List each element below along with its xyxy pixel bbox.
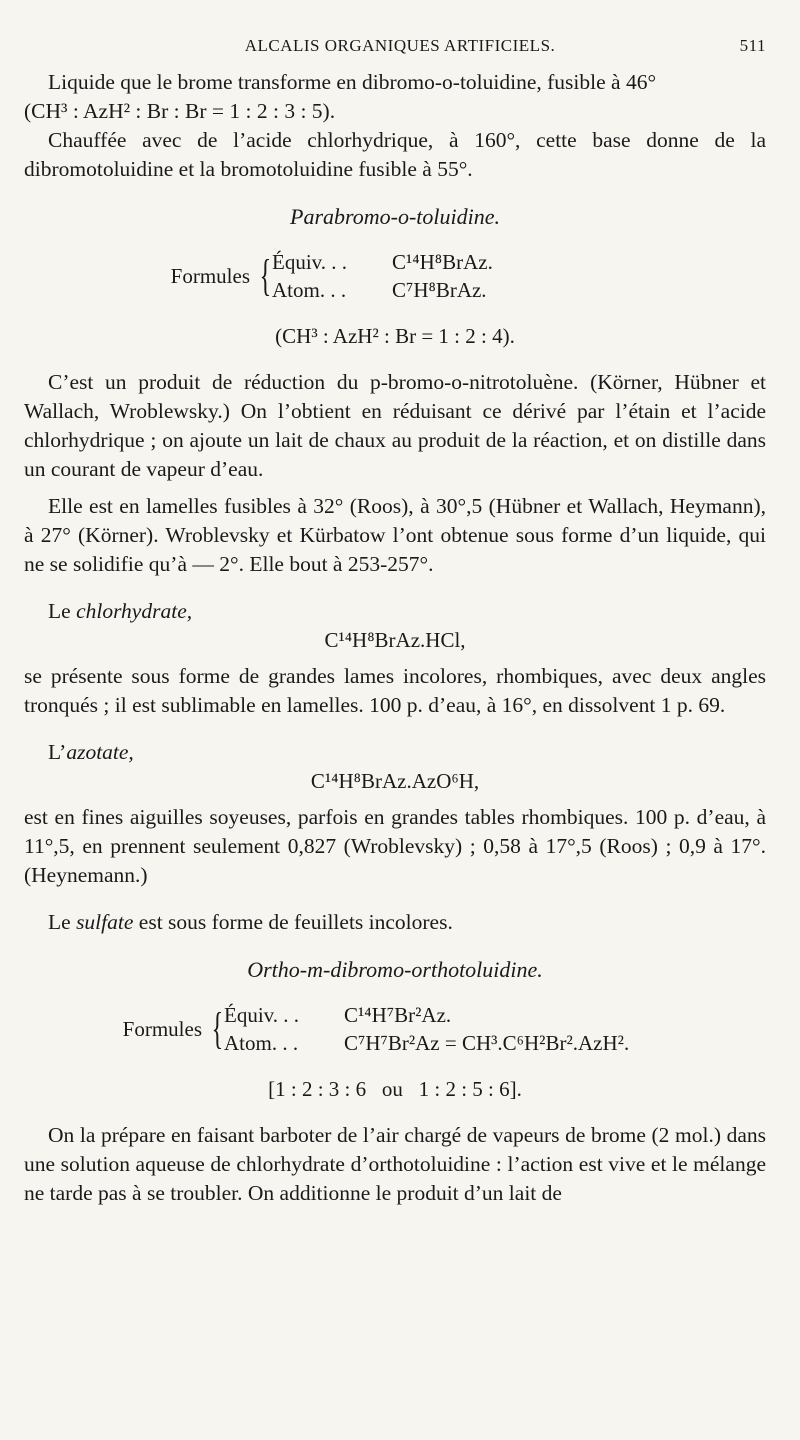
text-run: Le	[48, 910, 77, 934]
header-title: ALCALIS ORGANIQUES ARTIFICIELS.	[244, 36, 556, 55]
section-heading: Ortho-m-dibromo-orthotoluidine.	[247, 957, 543, 982]
formula-key: Équiv. . .	[272, 250, 348, 274]
paragraph: On la prépare en faisant barboter de l’air chargé de vapeurs de brome (2 mol.) dans une solution aqueuse de chlorhydrate d’orthotoluidine : l’action est vive et le mélange ne tarde pas à se troubler. On additionne le produit d’un lait de	[24, 1123, 766, 1205]
formula-value: C¹⁴H⁷Br²Az.	[344, 1003, 452, 1027]
text-run: L’	[48, 740, 67, 764]
text-run-italic: sulfate	[76, 910, 134, 934]
paragraph	[24, 738, 766, 767]
paragraph	[24, 597, 766, 626]
paragraph: Liquide que le brome transforme en dibromo-o-toluidine, fusible à 46°	[48, 70, 657, 94]
formula-value: C¹⁴H⁸BrAz.	[392, 250, 493, 274]
text-run: est sous forme de feuillets incolores.	[133, 910, 453, 934]
text-run: Le	[48, 599, 77, 623]
paragraph-ratio: (CH³ : AzH² : Br : Br = 1 : 2 : 3 : 5).	[24, 99, 336, 123]
formula-line: C¹⁴H⁸BrAz.AzO⁶H,	[310, 769, 480, 793]
paragraph: Elle est en lamelles fusibles à 32° (Roos), à 30°,5 (Hübner et Wallach, Heymann), à 27° (Körner). Wroblevsky et Kürbatow l’ont obtenue sous forme d’un liquide, qui ne se solidifie qu’à — 2°. Elle bout à 253-257°.	[24, 494, 766, 576]
formula-key: Équiv. . .	[224, 1003, 300, 1027]
paragraph: C’est un produit de réduction du p-bromo-o-nitrotoluène. (Körner, Hübner et Wallach, Wroblewsky.) On l’obtient en réduisant ce dérivé par l’étain et l’acide chlorhydrique ; on ajoute un lait de chaux au produit de la réaction, et on distille dans un courant de vapeur d’eau.	[24, 370, 766, 481]
running-header	[0, 36, 800, 60]
paragraph: Chauffée avec de l’acide chlorhydrique, à 160°, cette base donne de la dibromotoluidine et la bromotoluidine fusible à 55°.	[24, 128, 766, 181]
formula-label: Formules	[170, 263, 250, 288]
ratio-line: [1 : 2 : 3 : 6 ou 1 : 2 : 5 : 6].	[268, 1077, 522, 1101]
paragraph	[24, 908, 766, 937]
section-heading: Parabromo-o-toluidine.	[290, 204, 500, 229]
formula-value: C⁷H⁷Br²Az = CH³.C⁶H²Br².AzH².	[344, 1031, 630, 1055]
formula-key: Atom. . .	[272, 278, 347, 302]
text-run-italic: azotate,	[66, 740, 134, 764]
formula-key: Atom. . .	[224, 1031, 299, 1055]
paragraph: se présente sous forme de grandes lames incolores, rhombiques, avec deux angles tronqués ; il est sublimable en lamelles. 100 p. d’eau, à 16°, en dissolvent 1 p. 69.	[24, 664, 766, 717]
formula-block	[24, 248, 766, 304]
page-number: 511	[739, 36, 766, 55]
brace-icon: {	[259, 251, 272, 300]
ratio-line: (CH³ : AzH² : Br = 1 : 2 : 4).	[275, 324, 515, 348]
brace-icon: {	[211, 1004, 224, 1053]
formula-value: C⁷H⁸BrAz.	[392, 278, 487, 302]
paragraph: est en fines aiguilles soyeuses, parfois en grandes tables rhombiques. 100 p. d’eau, à 11°,5, en prennent seulement 0,827 (Wroblevsky) ; 0,58 à 17°,5 (Roos) ; 0,9 à 17°. (Heynemann.)	[24, 805, 766, 887]
text-run-italic: chlorhydrate,	[76, 599, 193, 623]
formula-block	[24, 1001, 766, 1057]
formula-line: C¹⁴H⁸BrAz.HCl,	[324, 628, 466, 652]
page-body	[24, 68, 766, 1208]
formula-label: Formules	[122, 1016, 202, 1041]
